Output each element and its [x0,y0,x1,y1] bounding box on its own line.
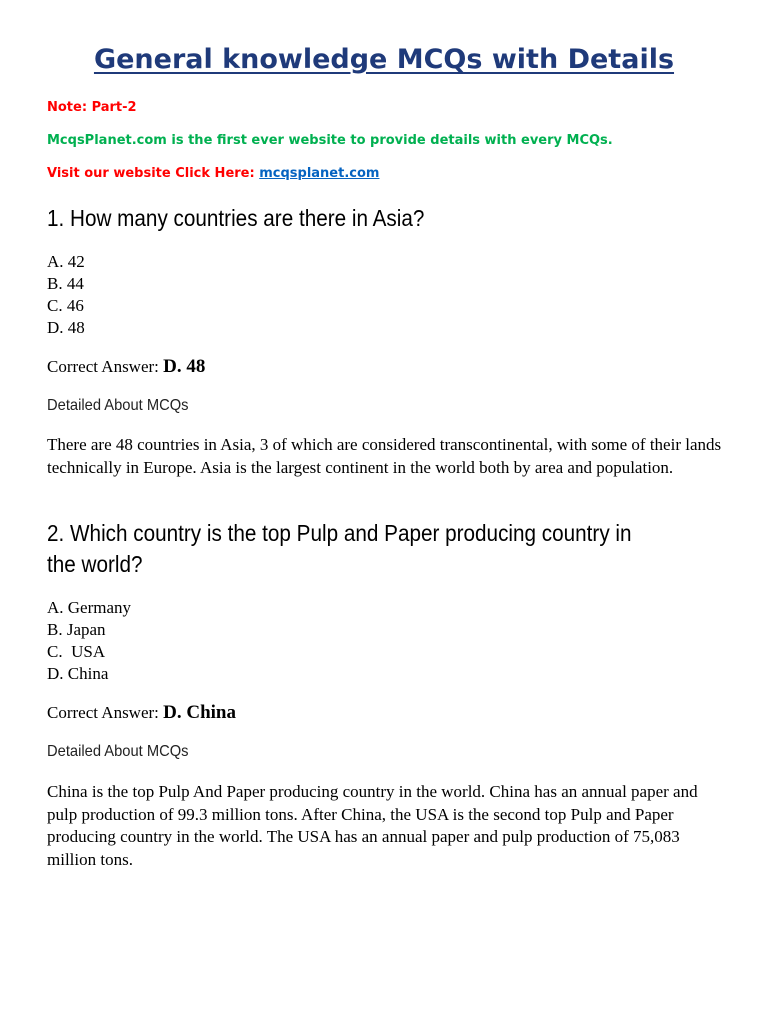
website-link[interactable]: mcqsplanet.com [259,166,380,181]
option-c: C. 46 [47,296,84,315]
question-1-detail: There are 48 countries in Asia, 3 of which are considered transcontinental, with some of their lands technically in Europe. Asia is the largest continent in the world both by area and population. [47,435,722,477]
question-2-detail-label: Detailed About MCQs [47,743,189,760]
site-tagline: McqsPlanet.com is the first ever website to provide details with every MCQs. [47,133,613,148]
question-2-detail: China is the top Pulp And Paper producing country in the world. China has an annual paper and pulp production of 99.3 million tons. After China, the USA is the second top Pulp and Paper producing country in the world. The USA has an annual paper and pulp production of 75,083 million tons. [47,782,698,869]
part-note: Note: Part-2 [47,100,137,115]
answer-label: Correct Answer: [47,703,159,722]
question-2-text: 2. Which country is the top Pulp and Paper producing country in the world? [47,520,632,577]
visit-line [47,166,379,181]
option-b: B. 44 [47,274,84,293]
question-1-options [47,251,85,339]
option-b: B. Japan [47,620,106,639]
option-a: A. 42 [47,252,85,271]
question-1-text: 1. How many countries are there in Asia? [47,205,425,231]
question-2-options [47,597,131,685]
question-1-answer [47,356,205,378]
answer-value: D. 48 [163,356,206,377]
page-title: General knowledge MCQs with Details [93,44,675,75]
question-2-answer [47,702,236,724]
option-c: C. USA [47,642,106,661]
option-a: A. Germany [47,598,132,617]
answer-value: D. China [163,702,236,723]
question-1-detail-label: Detailed About MCQs [47,397,189,414]
answer-label: Correct Answer: [47,357,159,376]
option-d: D. 48 [47,318,85,337]
visit-label: Visit our website Click Here: [47,166,255,181]
option-d: D. China [47,664,109,683]
